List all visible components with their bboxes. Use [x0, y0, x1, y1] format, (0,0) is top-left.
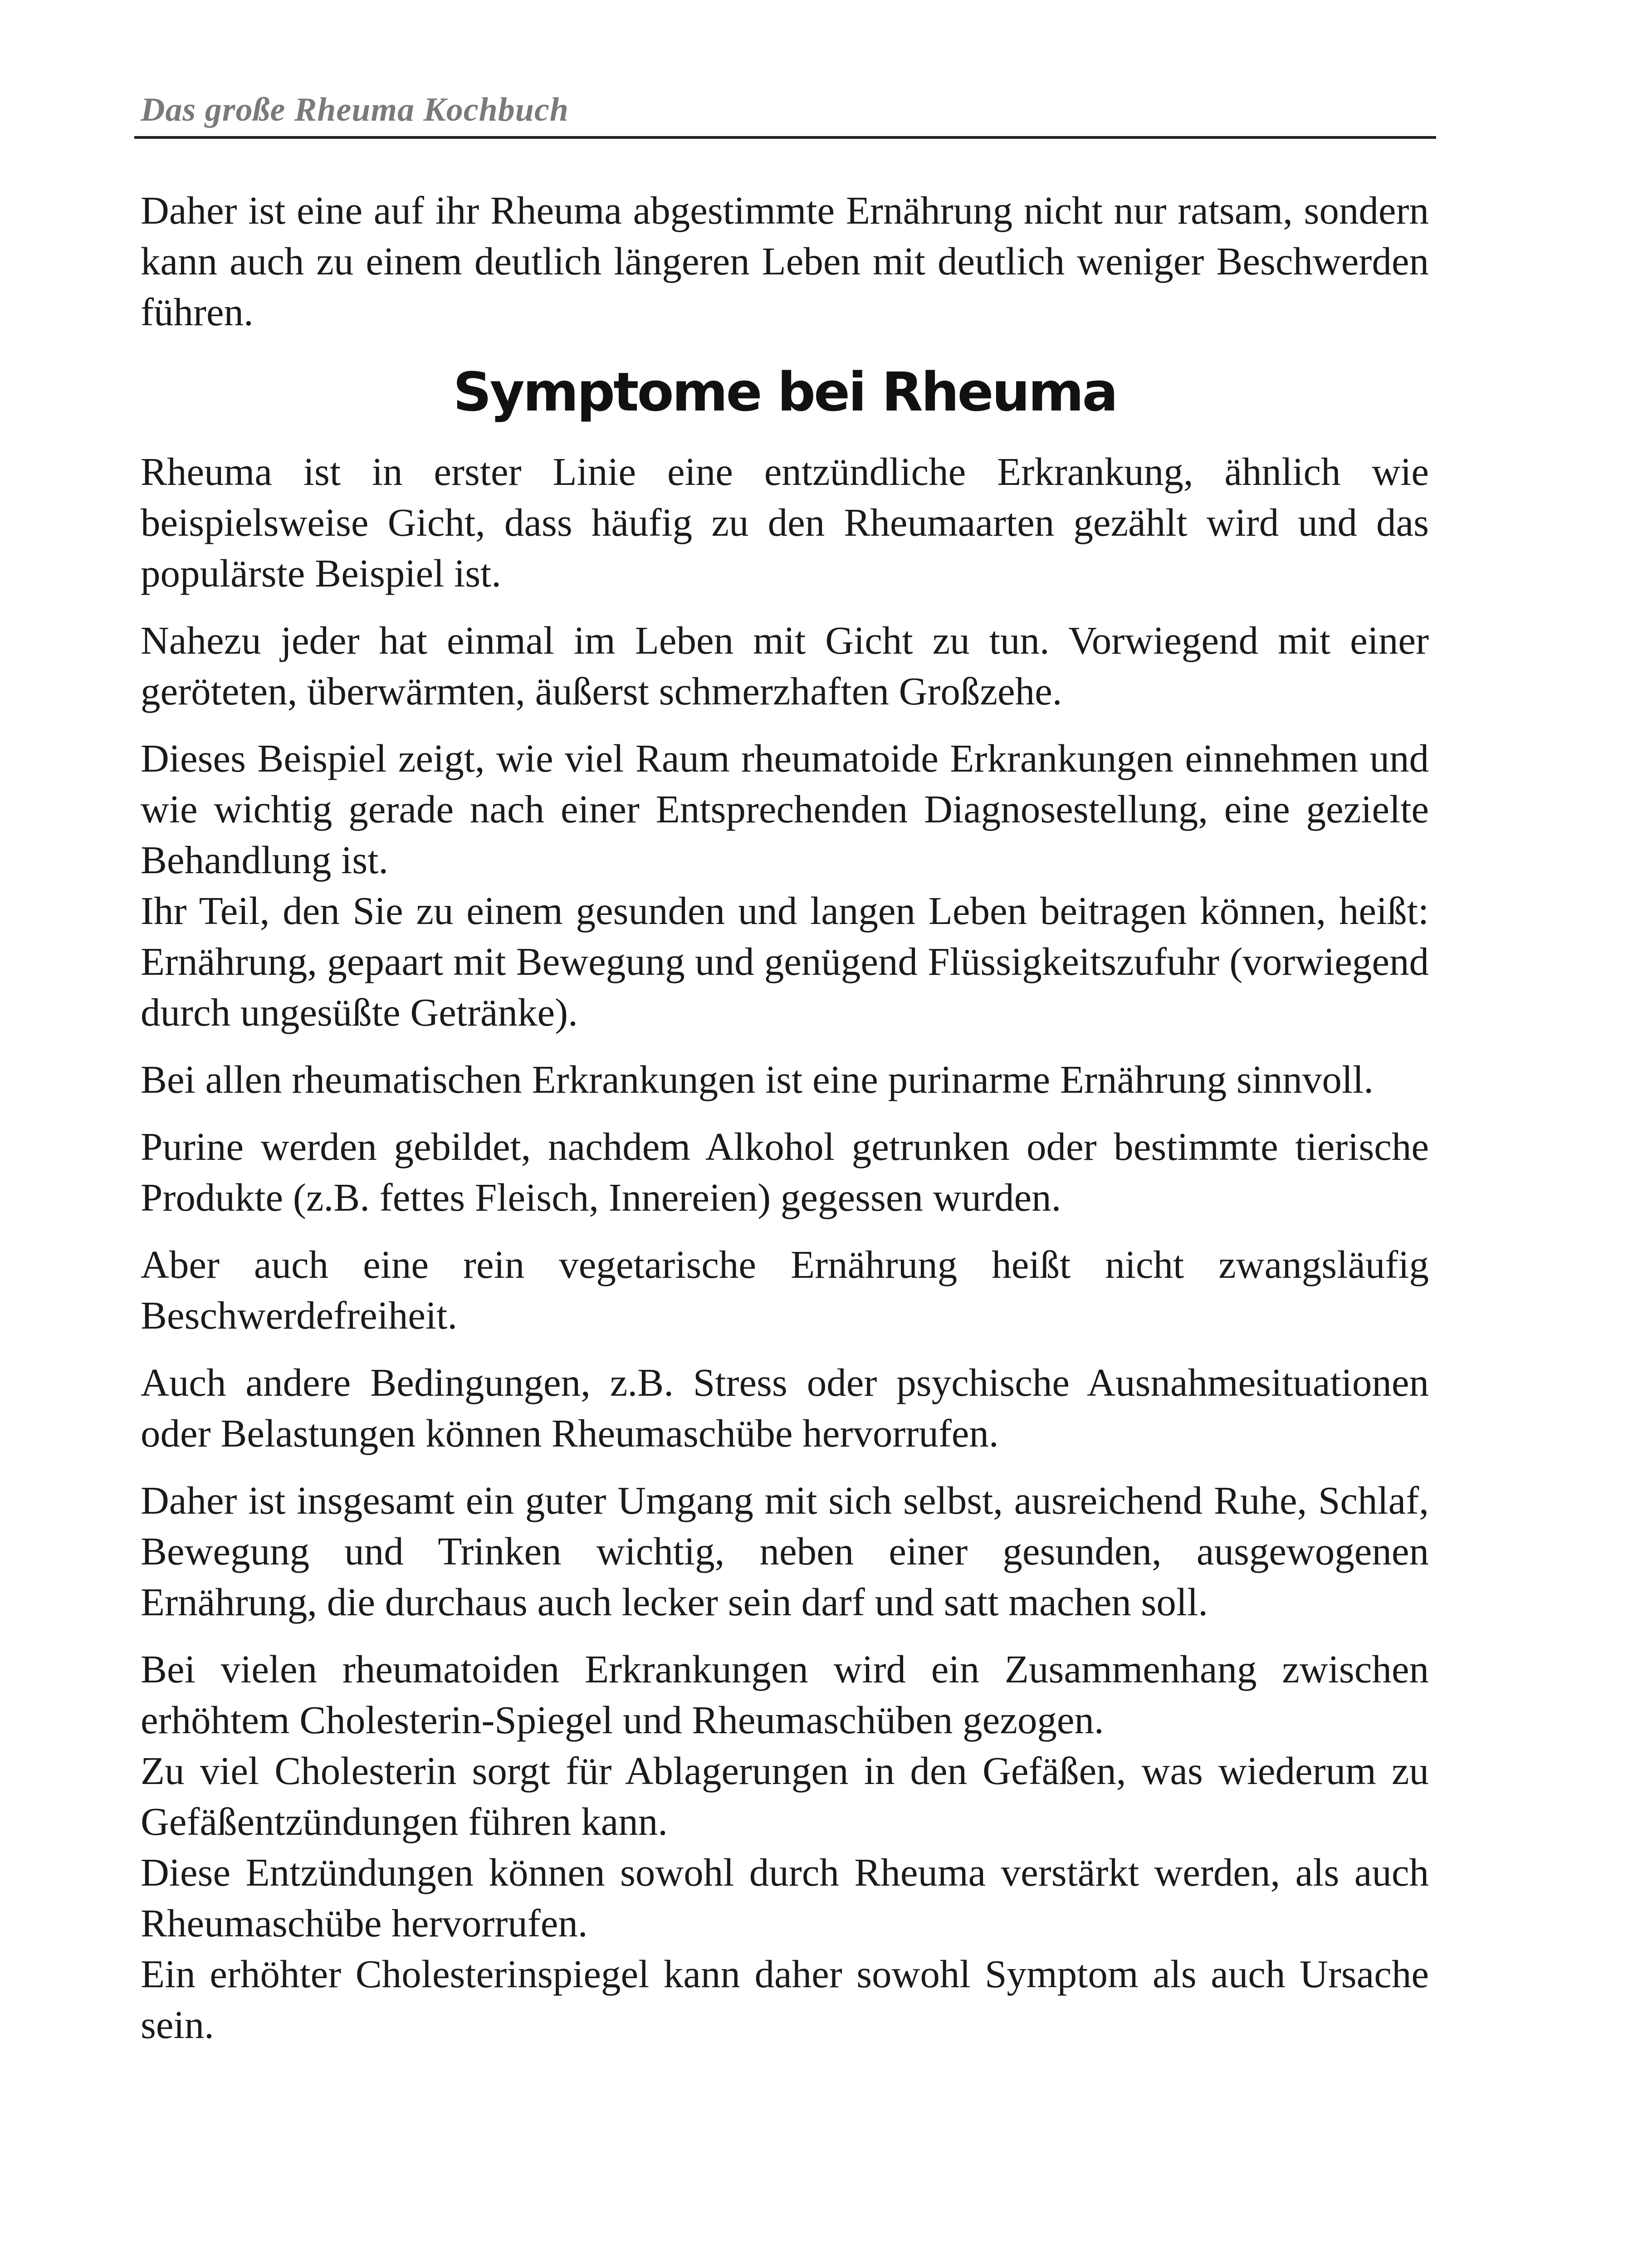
section-heading: Symptome bei Rheuma [453, 361, 1117, 423]
body-paragraph: Auch andere Bedingungen, z.B. Stress oder psychische Ausnahmesituationen oder Belastungen können Rheumaschübe hervorrufen. [141, 1360, 1429, 1455]
body-paragraph: Zu viel Cholesterin sorgt für Ablagerungen in den Gefäßen, was wiederum zu Gefäßentzündungen führen kann. [141, 1749, 1429, 1843]
page-body [141, 185, 1429, 2050]
body-paragraph: Purine werden gebildet, nachdem Alkohol getrunken oder bestimmte tierische Produkte (z.B. fettes Fleisch, Innereien) gegessen wurden. [141, 1124, 1429, 1219]
body-paragraph: Aber auch eine rein vegetarische Ernährung heißt nicht zwangsläufig Beschwerdefreiheit. [141, 1242, 1429, 1337]
body-paragraph: Bei vielen rheumatoiden Erkrankungen wird ein Zusammenhang zwischen erhöhtem Cholesterin-Spiegel und Rheumaschüben gezogen. [141, 1647, 1429, 1742]
body-paragraph: Daher ist insgesamt ein guter Umgang mit sich selbst, ausreichend Ruhe, Schlaf, Bewegung und Trinken wichtig, neben einer gesunden, ausgewogenen Ernährung, die durchaus auch lecker sein darf und satt machen soll. [141, 1478, 1429, 1624]
intro-paragraph: Daher ist eine auf ihr Rheuma abgestimmte Ernährung nicht nur ratsam, sondern kann auch zu einem deutlich längeren Leben mit deutlich weniger Beschwerden führen. [141, 188, 1429, 334]
body-paragraph: Nahezu jeder hat einmal im Leben mit Gicht zu tun. Vorwiegend mit einer geröteten, überwärmten, äußerst schmerzhaften Großzehe. [141, 618, 1429, 713]
body-paragraph: Dieses Beispiel zeigt, wie viel Raum rheumatoide Erkrankungen einnehmen und wie wichtig gerade nach einer Entsprechenden Diagnosestellung, eine gezielte Behandlung ist. [141, 736, 1429, 882]
body-paragraph: Bei allen rheumatischen Erkrankungen ist eine purinarme Ernährung sinnvoll. [141, 1057, 1374, 1101]
body-paragraph: Diese Entzündungen können sowohl durch Rheuma verstärkt werden, als auch Rheumaschübe hervorrufen. [141, 1850, 1429, 1945]
body-paragraph: Rheuma ist in erster Linie eine entzündliche Erkrankung, ähnlich wie beispielsweise Gicht, dass häufig zu den Rheumaarten gezählt wird und das populärste Beispiel ist. [141, 450, 1429, 595]
body-paragraph: Ihr Teil, den Sie zu einem gesunden und langen Leben beitragen können, heißt: Ernährung, gepaart mit Bewegung und genügend Flüssigkeitszufuhr (vorwiegend durch ungesüßte Getränke). [141, 889, 1429, 1034]
header-divider [134, 136, 1436, 139]
body-paragraph: Ein erhöhter Cholesterinspiegel kann daher sowohl Symptom als auch Ursache sein. [141, 1952, 1429, 2047]
running-header-title: Das große Rheuma Kochbuch [141, 91, 569, 128]
